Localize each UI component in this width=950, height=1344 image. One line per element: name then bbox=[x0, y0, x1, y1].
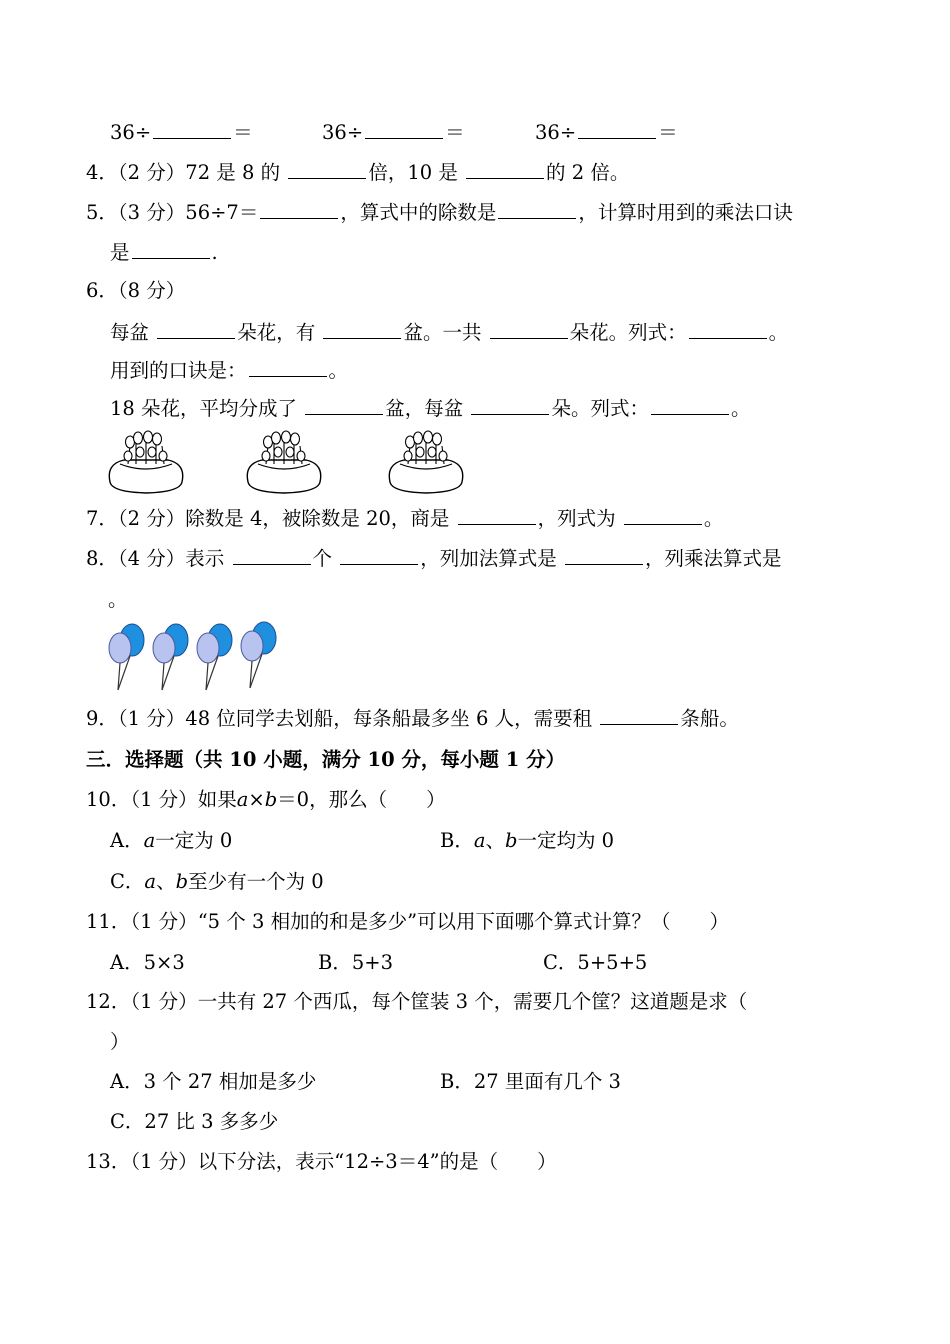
question-number: 12． bbox=[86, 990, 131, 1013]
option-a[interactable] bbox=[110, 829, 232, 853]
question-text: 除数是 4，被除数是 20，商是 bbox=[185, 507, 450, 530]
question-text: 一共有 27 个西瓜，每个筐装 3 个，需要几个筐？这道题是求（ bbox=[197, 990, 748, 1013]
answer-blank[interactable] bbox=[157, 320, 235, 339]
variable-b: b bbox=[264, 788, 278, 811]
question-text: “5 个 3 相加的和是多少”可以用下面哪个算式计算？（ ） bbox=[197, 910, 730, 933]
option-label: B． bbox=[440, 829, 474, 852]
question-number: 7． bbox=[86, 507, 118, 530]
answer-blank[interactable] bbox=[260, 200, 338, 219]
division-row bbox=[110, 120, 253, 145]
question-score: （1 分） bbox=[117, 707, 186, 730]
option-label: C． bbox=[110, 870, 145, 893]
div-item-3: 36÷ bbox=[535, 121, 577, 144]
answer-blank[interactable] bbox=[565, 546, 643, 565]
option-label: A． bbox=[110, 829, 144, 852]
answer-blank[interactable] bbox=[340, 546, 418, 565]
section-3-heading: 三．选择题（共 10 小题，满分 10 分，每小题 1 分） bbox=[86, 748, 566, 771]
question-text: 。 bbox=[703, 507, 724, 530]
flower-pot bbox=[109, 431, 182, 493]
question-text: 。 bbox=[108, 588, 128, 611]
question-6-line-2 bbox=[110, 358, 348, 383]
question-score: （2 分） bbox=[117, 507, 186, 530]
question-text: 朵。列式： bbox=[551, 397, 649, 420]
question-text: 48 位同学去划船，每条船最多坐 6 人，需要租 bbox=[185, 707, 593, 730]
variable-b: b bbox=[175, 870, 189, 893]
question-12 bbox=[86, 990, 747, 1014]
option-b[interactable]: B．27 里面有几个 3 bbox=[440, 1070, 621, 1093]
question-text: 如果 bbox=[197, 788, 237, 811]
question-text: 条船。 bbox=[680, 707, 739, 730]
balloons-illustration bbox=[106, 620, 286, 692]
balloon-pair bbox=[241, 622, 276, 688]
question-text: 朵花，有 bbox=[237, 321, 316, 344]
balloon-pair bbox=[109, 624, 144, 690]
question-number: 6． bbox=[86, 279, 118, 302]
question-text: ＝0，那么（ ） bbox=[277, 788, 446, 811]
option-a[interactable]: A．5×3 bbox=[110, 951, 185, 974]
question-text: 个 bbox=[312, 547, 333, 570]
answer-blank[interactable] bbox=[600, 706, 678, 725]
division-row bbox=[322, 120, 465, 145]
answer-blank[interactable] bbox=[458, 506, 536, 525]
question-number: 4． bbox=[86, 161, 118, 184]
option-text: 至少有一个为 0 bbox=[188, 870, 324, 893]
variable-a: a bbox=[143, 829, 156, 852]
answer-blank[interactable] bbox=[323, 320, 401, 339]
times-sign: × bbox=[248, 788, 265, 811]
question-score: （8 分） bbox=[117, 279, 186, 302]
question-5-cont bbox=[110, 240, 218, 265]
option-b[interactable]: B．5+3 bbox=[318, 951, 393, 974]
div-item-2: 36÷ bbox=[322, 121, 364, 144]
question-text: 用到的口诀是： bbox=[110, 359, 247, 382]
question-8-cont bbox=[108, 588, 128, 612]
answer-blank[interactable] bbox=[466, 160, 544, 179]
question-text: 是 bbox=[110, 241, 130, 264]
question-score: （1 分） bbox=[130, 1150, 198, 1173]
answer-blank[interactable] bbox=[624, 506, 702, 525]
question-text: 盆。一共 bbox=[403, 321, 482, 344]
question-10 bbox=[86, 788, 446, 812]
question-score: （2 分） bbox=[117, 161, 186, 184]
question-text: ，算式中的除数是 bbox=[340, 201, 497, 224]
question-text: 56÷7＝ bbox=[185, 201, 259, 224]
question-score: （4 分） bbox=[117, 547, 186, 570]
question-text: ，计算时用到的乘法口诀 bbox=[578, 201, 793, 224]
question-number: 5． bbox=[86, 201, 118, 224]
answer-blank[interactable] bbox=[490, 320, 568, 339]
variable-a: a bbox=[473, 829, 486, 852]
question-score: （1 分） bbox=[130, 910, 198, 933]
answer-blank[interactable] bbox=[288, 160, 366, 179]
question-number: 11． bbox=[86, 910, 131, 933]
option-c[interactable]: C．27 比 3 多多少 bbox=[110, 1110, 279, 1133]
question-text: 朵花。列式： bbox=[569, 321, 687, 344]
question-6-line-1 bbox=[110, 320, 788, 345]
answer-blank[interactable] bbox=[365, 120, 443, 139]
option-b[interactable] bbox=[440, 829, 614, 853]
question-number: 10． bbox=[86, 788, 131, 811]
question-8 bbox=[86, 546, 781, 571]
question-7 bbox=[86, 506, 723, 531]
variable-a: a bbox=[144, 870, 157, 893]
variable-b: b bbox=[505, 829, 518, 852]
answer-blank[interactable] bbox=[578, 120, 656, 139]
balloon-pair bbox=[197, 624, 232, 690]
question-text: 18 朵花，平均分成了 bbox=[110, 397, 298, 420]
question-text: 。 bbox=[768, 321, 789, 344]
question-text: 表示 bbox=[185, 547, 225, 570]
equals: ＝ bbox=[445, 121, 465, 144]
question-number: 13． bbox=[86, 1150, 131, 1173]
question-text: ，列式为 bbox=[537, 507, 616, 530]
question-4 bbox=[86, 160, 629, 185]
equals: ＝ bbox=[233, 121, 253, 144]
answer-blank[interactable] bbox=[233, 546, 311, 565]
option-c[interactable]: C．5+5+5 bbox=[543, 951, 648, 974]
question-text: 盆，每盆 bbox=[385, 397, 464, 420]
answer-blank[interactable] bbox=[651, 396, 729, 415]
question-number: 8． bbox=[86, 547, 118, 570]
option-text: 一定均为 0 bbox=[517, 829, 615, 852]
answer-blank[interactable] bbox=[689, 320, 767, 339]
question-6 bbox=[86, 279, 185, 303]
question-9 bbox=[86, 706, 739, 731]
answer-blank[interactable] bbox=[153, 120, 231, 139]
question-5 bbox=[86, 200, 793, 225]
answer-blank[interactable] bbox=[498, 200, 576, 219]
question-text: 以下分法，表示“12÷3＝4”的是（ ） bbox=[197, 1150, 557, 1173]
question-number: 9． bbox=[86, 707, 118, 730]
flower-pot bbox=[389, 431, 462, 493]
question-text: 。 bbox=[730, 397, 751, 420]
option-text: 一定为 0 bbox=[155, 829, 233, 852]
question-score: （1 分） bbox=[130, 990, 198, 1013]
div-item-1: 36÷ bbox=[110, 121, 152, 144]
answer-blank[interactable] bbox=[471, 396, 549, 415]
question-12-cont: ） bbox=[110, 1030, 130, 1053]
question-6-line-3 bbox=[110, 396, 750, 421]
option-c[interactable] bbox=[110, 870, 324, 894]
answer-blank[interactable] bbox=[249, 358, 327, 377]
question-text: 。 bbox=[328, 359, 349, 382]
question-text: 的 2 倍。 bbox=[546, 161, 630, 184]
question-13 bbox=[86, 1150, 557, 1174]
answer-blank[interactable] bbox=[132, 240, 210, 259]
question-11 bbox=[86, 910, 729, 934]
division-row bbox=[535, 120, 678, 145]
separator: 、 bbox=[156, 870, 176, 893]
question-text: ，列加法算式是 bbox=[420, 547, 557, 570]
equals: ＝ bbox=[658, 121, 678, 144]
question-score: （1 分） bbox=[130, 788, 198, 811]
balloon-pair bbox=[153, 624, 188, 690]
question-score: （3 分） bbox=[117, 201, 186, 224]
question-text: 72 是 8 的 bbox=[185, 161, 281, 184]
question-text: ，列乘法算式是 bbox=[644, 547, 782, 570]
separator: 、 bbox=[485, 829, 505, 852]
option-a[interactable]: A．3 个 27 相加是多少 bbox=[110, 1070, 317, 1093]
flower-pots-illustration bbox=[104, 430, 464, 496]
variable-a: a bbox=[236, 788, 249, 811]
flower-pot bbox=[247, 431, 320, 493]
question-text: . bbox=[211, 241, 218, 264]
answer-blank[interactable] bbox=[305, 396, 383, 415]
question-text: 每盆 bbox=[110, 321, 150, 344]
question-text: 倍，10 是 bbox=[368, 161, 458, 184]
